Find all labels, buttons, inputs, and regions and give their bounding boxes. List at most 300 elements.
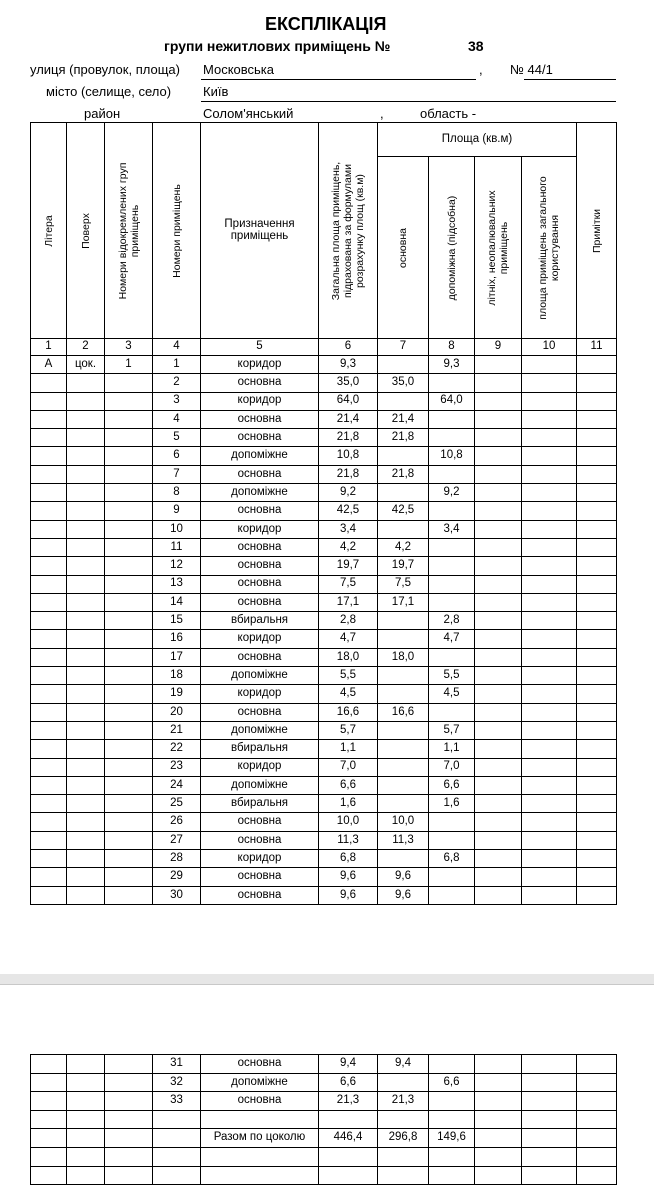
cell-notes xyxy=(577,1073,617,1092)
cell-room-number: 17 xyxy=(153,648,201,666)
cell-aux-area xyxy=(429,886,475,904)
cell-notes xyxy=(577,465,617,483)
cell-purpose: вбиральня xyxy=(201,795,319,813)
cell-group xyxy=(105,1110,153,1129)
cell-litera xyxy=(31,850,67,868)
cell-group xyxy=(105,758,153,776)
cell-purpose: коридор xyxy=(201,392,319,410)
table-row xyxy=(31,538,617,556)
cell-room-number: 32 xyxy=(153,1073,201,1092)
street-label: улиця (провулок, площа) xyxy=(30,62,180,77)
cell-notes xyxy=(577,1129,617,1148)
cell-common-area xyxy=(522,795,577,813)
header-room-numbers: Номери приміщень xyxy=(153,123,201,339)
cell-notes xyxy=(577,1110,617,1129)
header-purpose: Призначення приміщень xyxy=(201,123,319,339)
table-row xyxy=(31,721,617,739)
cell-total-area: 1,1 xyxy=(319,740,378,758)
district-value: Солом'янський xyxy=(203,106,294,121)
cell-total-area xyxy=(319,1147,378,1166)
cell-litera xyxy=(31,667,67,685)
cell-aux-area xyxy=(429,1055,475,1074)
table-row xyxy=(31,667,617,685)
district-label: район xyxy=(84,106,121,121)
cell-notes xyxy=(577,557,617,575)
cell-main-area xyxy=(378,484,429,502)
cell-total-area: 4,5 xyxy=(319,685,378,703)
cell-litera xyxy=(31,831,67,849)
cell-aux-area xyxy=(429,1110,475,1129)
cell-floor xyxy=(67,1129,105,1148)
cell-floor xyxy=(67,868,105,886)
cell-total-area: 42,5 xyxy=(319,502,378,520)
cell-main-area xyxy=(378,356,429,374)
cell-notes xyxy=(577,721,617,739)
cell-summer-area xyxy=(475,1110,522,1129)
cell-litera xyxy=(31,392,67,410)
cell-purpose: основна xyxy=(201,593,319,611)
cell-aux-area xyxy=(429,374,475,392)
cell-litera xyxy=(31,630,67,648)
cell-litera xyxy=(31,813,67,831)
cell-room-number: 30 xyxy=(153,886,201,904)
cell-main-area: 9,6 xyxy=(378,868,429,886)
cell-room-number: 21 xyxy=(153,721,201,739)
cell-floor xyxy=(67,721,105,739)
cell-purpose: вбиральня xyxy=(201,612,319,630)
city-underline xyxy=(201,101,616,102)
cell-aux-area: 4,5 xyxy=(429,685,475,703)
table-row xyxy=(31,1147,617,1166)
cell-aux-area: 6,6 xyxy=(429,1073,475,1092)
cell-summer-area xyxy=(475,374,522,392)
cell-main-area: 18,0 xyxy=(378,648,429,666)
cell-purpose: основна xyxy=(201,575,319,593)
cell-floor xyxy=(67,447,105,465)
cell-aux-area xyxy=(429,1166,475,1185)
region-label: область - xyxy=(420,106,477,121)
cell-common-area xyxy=(522,429,577,447)
cell-summer-area xyxy=(475,758,522,776)
cell-floor xyxy=(67,612,105,630)
cell-summer-area xyxy=(475,356,522,374)
cell-main-area xyxy=(378,392,429,410)
cell-litera xyxy=(31,484,67,502)
cell-group xyxy=(105,410,153,428)
cell-purpose: допоміжне xyxy=(201,447,319,465)
cell-summer-area xyxy=(475,740,522,758)
cell-notes xyxy=(577,758,617,776)
cell-total-area: 9,2 xyxy=(319,484,378,502)
cell-floor xyxy=(67,520,105,538)
cell-main-area: 4,2 xyxy=(378,538,429,556)
cell-common-area xyxy=(522,520,577,538)
cell-common-area xyxy=(522,1129,577,1148)
cell-summer-area xyxy=(475,1166,522,1185)
cell-main-area xyxy=(378,721,429,739)
cell-group xyxy=(105,538,153,556)
cell-common-area xyxy=(522,447,577,465)
cell-litera xyxy=(31,1055,67,1074)
cell-room-number: 29 xyxy=(153,868,201,886)
cell-room-number: 15 xyxy=(153,612,201,630)
cell-room-number: 12 xyxy=(153,557,201,575)
cell-floor xyxy=(67,484,105,502)
cell-room-number xyxy=(153,1166,201,1185)
column-number: 4 xyxy=(153,339,201,356)
column-number: 3 xyxy=(105,339,153,356)
cell-group xyxy=(105,374,153,392)
table-row xyxy=(31,1166,617,1185)
street-comma: , xyxy=(479,62,483,77)
cell-summer-area xyxy=(475,1092,522,1111)
cell-main-area xyxy=(378,740,429,758)
cell-room-number: 4 xyxy=(153,410,201,428)
cell-total-area: 21,8 xyxy=(319,465,378,483)
cell-total-area: 9,4 xyxy=(319,1055,378,1074)
cell-total-area: 2,8 xyxy=(319,612,378,630)
cell-common-area xyxy=(522,1073,577,1092)
table-row xyxy=(31,484,617,502)
cell-total-area: 6,6 xyxy=(319,776,378,794)
cell-aux-area: 6,6 xyxy=(429,776,475,794)
table-row xyxy=(31,429,617,447)
cell-total-area: 18,0 xyxy=(319,648,378,666)
header-area-group: Площа (кв.м) xyxy=(378,123,577,157)
cell-purpose: основна xyxy=(201,813,319,831)
table-row xyxy=(31,795,617,813)
cell-total-area: 6,6 xyxy=(319,1073,378,1092)
cell-floor xyxy=(67,1147,105,1166)
header-summer-area: літніх, неопалювальних приміщень xyxy=(475,157,522,339)
cell-aux-area: 1,1 xyxy=(429,740,475,758)
cell-floor xyxy=(67,740,105,758)
number-underline xyxy=(524,79,616,80)
cell-floor xyxy=(67,374,105,392)
cell-purpose: основна xyxy=(201,868,319,886)
table-row xyxy=(31,557,617,575)
cell-room-number: 19 xyxy=(153,685,201,703)
cell-group xyxy=(105,685,153,703)
cell-aux-area: 64,0 xyxy=(429,392,475,410)
table-row xyxy=(31,868,617,886)
cell-summer-area xyxy=(475,484,522,502)
cell-summer-area xyxy=(475,1129,522,1148)
cell-litera xyxy=(31,868,67,886)
cell-notes xyxy=(577,813,617,831)
cell-purpose: основна xyxy=(201,538,319,556)
cell-floor xyxy=(67,813,105,831)
cell-litera xyxy=(31,429,67,447)
cell-floor xyxy=(67,1092,105,1111)
cell-notes xyxy=(577,447,617,465)
cell-total-area: 5,5 xyxy=(319,667,378,685)
cell-total-area: 64,0 xyxy=(319,392,378,410)
cell-common-area xyxy=(522,1147,577,1166)
cell-total-area: 4,7 xyxy=(319,630,378,648)
cell-floor xyxy=(67,1166,105,1185)
cell-room-number xyxy=(153,1129,201,1148)
cell-litera xyxy=(31,685,67,703)
cell-group xyxy=(105,721,153,739)
cell-room-number: 22 xyxy=(153,740,201,758)
cell-litera xyxy=(31,1147,67,1166)
cell-total-area: 446,4 xyxy=(319,1129,378,1148)
cell-total-area: 5,7 xyxy=(319,721,378,739)
cell-litera xyxy=(31,1129,67,1148)
cell-room-number: 2 xyxy=(153,374,201,392)
cell-floor xyxy=(67,685,105,703)
cell-litera xyxy=(31,776,67,794)
table-row xyxy=(31,1073,617,1092)
cell-total-area: 35,0 xyxy=(319,374,378,392)
cell-common-area xyxy=(522,410,577,428)
cell-room-number: 23 xyxy=(153,758,201,776)
cell-purpose xyxy=(201,1166,319,1185)
cell-group xyxy=(105,465,153,483)
cell-main-area: 7,5 xyxy=(378,575,429,593)
cell-purpose: вбиральня xyxy=(201,740,319,758)
table-row xyxy=(31,758,617,776)
cell-common-area xyxy=(522,612,577,630)
cell-aux-area xyxy=(429,465,475,483)
cell-common-area xyxy=(522,374,577,392)
cell-summer-area xyxy=(475,667,522,685)
cell-total-area: 11,3 xyxy=(319,831,378,849)
cell-notes xyxy=(577,392,617,410)
cell-main-area: 17,1 xyxy=(378,593,429,611)
cell-total-area xyxy=(319,1110,378,1129)
cell-summer-area xyxy=(475,447,522,465)
cell-aux-area xyxy=(429,593,475,611)
cell-summer-area xyxy=(475,813,522,831)
cell-summer-area xyxy=(475,1073,522,1092)
cell-summer-area xyxy=(475,868,522,886)
group-subtitle: групи нежитлових приміщень № xyxy=(164,38,391,54)
cell-summer-area xyxy=(475,721,522,739)
cell-floor xyxy=(67,538,105,556)
cell-aux-area: 6,8 xyxy=(429,850,475,868)
document-title: ЕКСПЛІКАЦІЯ xyxy=(265,14,387,34)
cell-notes xyxy=(577,612,617,630)
cell-purpose: основна xyxy=(201,703,319,721)
column-number: 11 xyxy=(577,339,617,356)
cell-floor xyxy=(67,410,105,428)
table-row xyxy=(31,612,617,630)
column-number: 6 xyxy=(319,339,378,356)
cell-floor xyxy=(67,886,105,904)
cell-aux-area xyxy=(429,557,475,575)
cell-notes xyxy=(577,1166,617,1185)
column-number: 10 xyxy=(522,339,577,356)
header-total-area: Загальна площа приміщень, підрахована за формулами розрахунку площ (кв.м) xyxy=(319,123,378,339)
cell-summer-area xyxy=(475,465,522,483)
cell-main-area xyxy=(378,758,429,776)
city-label: місто (селище, село) xyxy=(46,84,172,99)
cell-common-area xyxy=(522,557,577,575)
cell-aux-area: 4,7 xyxy=(429,630,475,648)
cell-floor xyxy=(67,1055,105,1074)
cell-floor xyxy=(67,667,105,685)
cell-common-area xyxy=(522,813,577,831)
cell-total-area: 10,0 xyxy=(319,813,378,831)
cell-main-area xyxy=(378,612,429,630)
table-row xyxy=(31,1092,617,1111)
cell-aux-area xyxy=(429,648,475,666)
cell-notes xyxy=(577,685,617,703)
cell-main-area: 35,0 xyxy=(378,374,429,392)
cell-summer-area xyxy=(475,648,522,666)
cell-summer-area xyxy=(475,850,522,868)
cell-total-area: 9,3 xyxy=(319,356,378,374)
cell-room-number: 7 xyxy=(153,465,201,483)
cell-main-area: 21,8 xyxy=(378,429,429,447)
cell-floor xyxy=(67,593,105,611)
cell-main-area xyxy=(378,1147,429,1166)
cell-notes xyxy=(577,776,617,794)
page-break-shadow xyxy=(0,974,654,984)
cell-main-area: 19,7 xyxy=(378,557,429,575)
cell-main-area: 21,3 xyxy=(378,1092,429,1111)
cell-floor xyxy=(67,648,105,666)
cell-total-area: 17,1 xyxy=(319,593,378,611)
table-row xyxy=(31,465,617,483)
cell-room-number: 20 xyxy=(153,703,201,721)
cell-main-area xyxy=(378,667,429,685)
explication-table-continued xyxy=(30,1054,617,1185)
cell-aux-area: 149,6 xyxy=(429,1129,475,1148)
cell-purpose: коридор xyxy=(201,850,319,868)
cell-room-number: 13 xyxy=(153,575,201,593)
cell-group xyxy=(105,392,153,410)
cell-total-area: 10,8 xyxy=(319,447,378,465)
cell-purpose: коридор xyxy=(201,356,319,374)
cell-total-area xyxy=(319,1166,378,1185)
cell-litera xyxy=(31,1166,67,1185)
cell-main-area: 11,3 xyxy=(378,831,429,849)
district-comma: , xyxy=(380,106,384,121)
cell-aux-area: 1,6 xyxy=(429,795,475,813)
cell-main-area: 21,8 xyxy=(378,465,429,483)
header-litera: Літера xyxy=(31,123,67,339)
cell-group xyxy=(105,1073,153,1092)
cell-room-number: 5 xyxy=(153,429,201,447)
cell-common-area xyxy=(522,484,577,502)
cell-litera xyxy=(31,1110,67,1129)
cell-total-area: 4,2 xyxy=(319,538,378,556)
cell-total-area: 21,4 xyxy=(319,410,378,428)
column-number: 5 xyxy=(201,339,319,356)
cell-purpose: основна xyxy=(201,502,319,520)
cell-group xyxy=(105,667,153,685)
cell-group xyxy=(105,886,153,904)
cell-common-area xyxy=(522,538,577,556)
cell-litera: А xyxy=(31,356,67,374)
cell-common-area xyxy=(522,648,577,666)
cell-notes xyxy=(577,520,617,538)
cell-aux-area: 7,0 xyxy=(429,758,475,776)
cell-purpose: основна xyxy=(201,465,319,483)
cell-summer-area xyxy=(475,557,522,575)
cell-main-area: 21,4 xyxy=(378,410,429,428)
cell-summer-area xyxy=(475,392,522,410)
cell-common-area xyxy=(522,1166,577,1185)
table-row xyxy=(31,593,617,611)
cell-common-area xyxy=(522,703,577,721)
table-row xyxy=(31,410,617,428)
cell-floor xyxy=(67,703,105,721)
cell-group xyxy=(105,740,153,758)
explication-table xyxy=(30,122,617,905)
cell-summer-area xyxy=(475,886,522,904)
header-group-numbers: Номери відокремлених груп приміщень xyxy=(105,123,153,339)
cell-notes xyxy=(577,356,617,374)
cell-summer-area xyxy=(475,685,522,703)
cell-room-number: 33 xyxy=(153,1092,201,1111)
cell-purpose: основна xyxy=(201,648,319,666)
column-numbers-row xyxy=(31,339,617,356)
cell-common-area xyxy=(522,758,577,776)
cell-notes xyxy=(577,484,617,502)
cell-common-area xyxy=(522,667,577,685)
cell-group xyxy=(105,648,153,666)
cell-purpose: основна xyxy=(201,831,319,849)
cell-aux-area xyxy=(429,813,475,831)
cell-notes xyxy=(577,667,617,685)
cell-litera xyxy=(31,447,67,465)
cell-notes xyxy=(577,1147,617,1166)
cell-group xyxy=(105,776,153,794)
cell-litera xyxy=(31,758,67,776)
header-main-area: основна xyxy=(378,157,429,339)
cell-common-area xyxy=(522,502,577,520)
cell-summer-area xyxy=(475,630,522,648)
cell-aux-area xyxy=(429,1147,475,1166)
cell-group xyxy=(105,813,153,831)
cell-notes xyxy=(577,831,617,849)
cell-group xyxy=(105,630,153,648)
cell-common-area xyxy=(522,850,577,868)
cell-main-area xyxy=(378,447,429,465)
cell-litera xyxy=(31,520,67,538)
header-aux-area: допоміжна (підсобна) xyxy=(429,157,475,339)
cell-purpose: Разом по цоколю xyxy=(201,1129,319,1148)
cell-aux-area xyxy=(429,429,475,447)
table-row xyxy=(31,831,617,849)
cell-group xyxy=(105,593,153,611)
cell-floor xyxy=(67,758,105,776)
cell-summer-area xyxy=(475,612,522,630)
street-value: Московська xyxy=(203,62,275,77)
cell-group xyxy=(105,520,153,538)
cell-common-area xyxy=(522,776,577,794)
cell-notes xyxy=(577,575,617,593)
cell-common-area xyxy=(522,868,577,886)
cell-room-number: 31 xyxy=(153,1055,201,1074)
cell-room-number: 27 xyxy=(153,831,201,849)
cell-notes xyxy=(577,502,617,520)
cell-summer-area xyxy=(475,1147,522,1166)
cell-purpose: коридор xyxy=(201,685,319,703)
cell-litera xyxy=(31,538,67,556)
cell-purpose: основна xyxy=(201,1092,319,1111)
cell-group xyxy=(105,1055,153,1074)
cell-main-area xyxy=(378,776,429,794)
cell-purpose xyxy=(201,1147,319,1166)
cell-main-area xyxy=(378,850,429,868)
cell-group xyxy=(105,1147,153,1166)
cell-group xyxy=(105,831,153,849)
